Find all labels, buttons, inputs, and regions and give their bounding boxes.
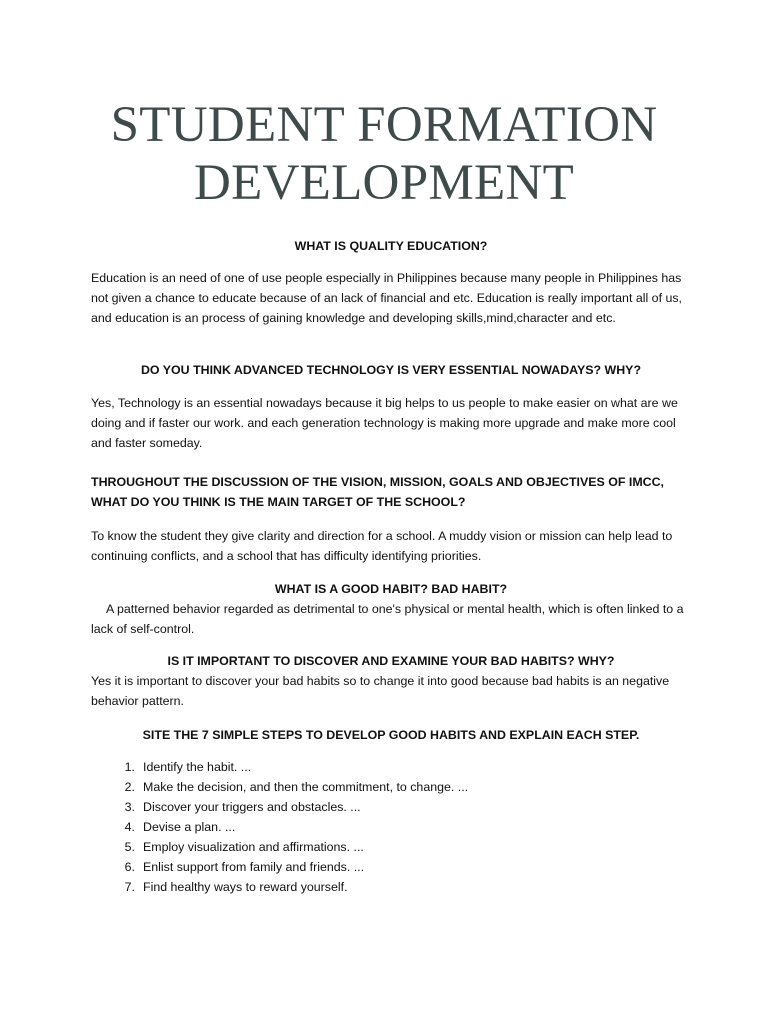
answer-2: Yes, Technology is an essential nowadays because it big helps to us people to make easier on what are we doing and if faster our work. and each generation technology is making more upgrade and make more cool and faster someday. (91, 396, 678, 450)
step-text: Identify the habit. ... (143, 760, 252, 774)
answer-4: A patterned behavior regarded as detrimental to one's physical or mental health, which is often linked to a lack of self-control. (91, 602, 684, 636)
list-item (91, 817, 691, 837)
step-number: 2. (124, 780, 135, 794)
list-item (91, 837, 691, 857)
question-2: DO YOU THINK ADVANCED TECHNOLOGY IS VERY ESSENTIAL NOWADAYS? WHY? (140, 363, 642, 377)
title-line-2: DEVELOPMENT (193, 155, 575, 211)
step-text: Devise a plan. ... (143, 820, 236, 834)
step-text: Employ visualization and affirmations. ... (143, 840, 364, 854)
step-text: Enlist support from family and friends. ... (143, 860, 365, 874)
question-3: THROUGHOUT THE DISCUSSION OF THE VISION, MISSION, GOALS AND OBJECTIVES OF IMCC, WHAT DO YOU THINK IS THE MAIN TARGET OF THE SCHOOL? (91, 475, 664, 509)
answer-3: To know the student they give clarity and direction for a school. A muddy vision or mission can help lead to continuing conflicts, and a school that has difficulty identifying priorities. (91, 529, 673, 563)
answer-1: Education is an need of one of use people especially in Philippines because many people in Philippines has not given a chance to educate because of an lack of financial and etc. Education is really important all of us, and education is an process of gaining knowledge and developing skills,mind,character and etc. (91, 271, 682, 325)
step-text: Find healthy ways to reward yourself. (143, 880, 348, 894)
answer-5: Yes it is important to discover your bad habits so to change it into good because bad habits is an negative behavior pattern. (91, 674, 670, 708)
document-title (0, 96, 768, 212)
question-4: WHAT IS A GOOD HABIT? BAD HABIT? (274, 582, 508, 596)
question-6: SITE THE 7 SIMPLE STEPS TO DEVELOP GOOD HABITS AND EXPLAIN EACH STEP. (142, 728, 640, 742)
list-item (91, 857, 691, 877)
list-item (91, 777, 691, 797)
title-line-1: STUDENT FORMATION (110, 97, 658, 153)
question-5: IS IT IMPORTANT TO DISCOVER AND EXAMINE YOUR BAD HABITS? WHY? (167, 654, 615, 668)
step-number: 1. (124, 760, 135, 774)
step-number: 6. (124, 860, 135, 874)
list-item (91, 757, 691, 777)
list-item (91, 797, 691, 817)
step-number: 5. (124, 840, 135, 854)
steps-list (91, 757, 691, 897)
list-item (91, 877, 691, 897)
step-text: Make the decision, and then the commitment, to change. ... (143, 780, 469, 794)
step-number: 3. (124, 800, 135, 814)
step-text: Discover your triggers and obstacles. ... (143, 800, 361, 814)
step-number: 7. (124, 880, 135, 894)
question-1: WHAT IS QUALITY EDUCATION? (294, 239, 488, 253)
step-number: 4. (124, 820, 135, 834)
